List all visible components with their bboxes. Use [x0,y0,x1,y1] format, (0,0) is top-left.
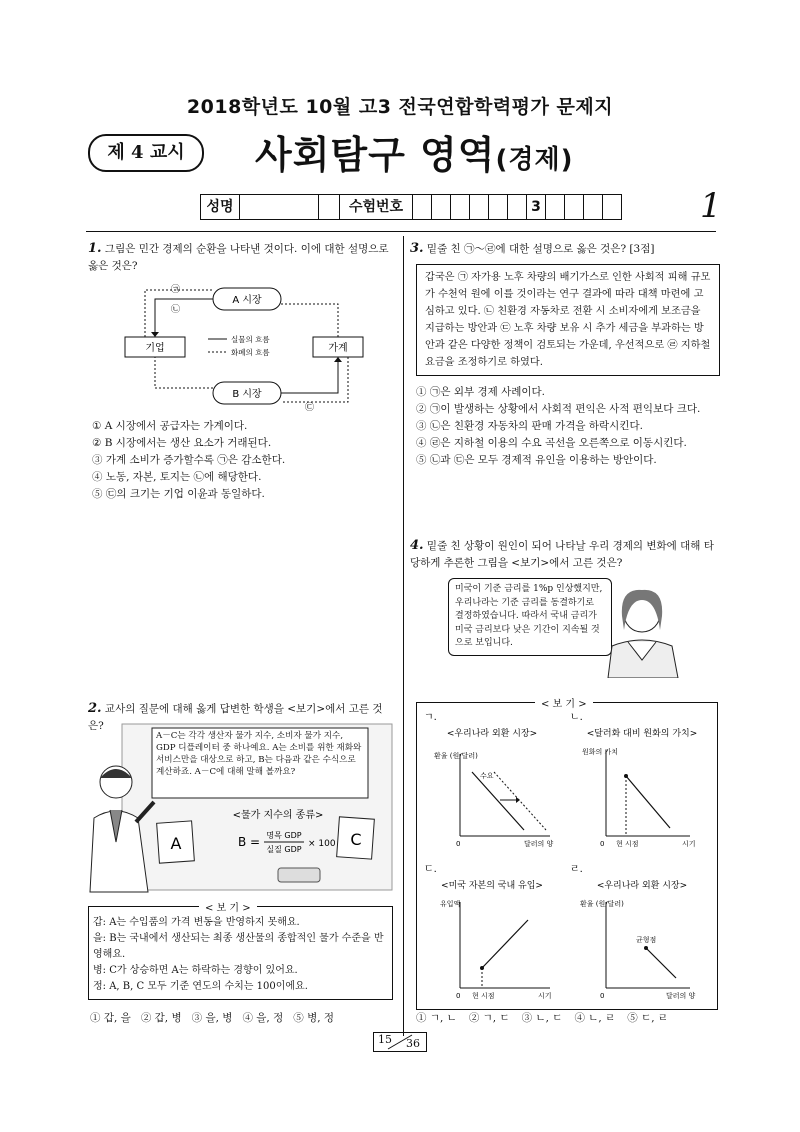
exam-no-cell[interactable] [565,195,584,219]
g4-x: 달러의 양 [666,992,696,1000]
subject-title [255,124,573,179]
q2-number: 2. [88,701,102,716]
q4-option[interactable]: ③ ㄴ, ㄷ [521,1012,563,1024]
q3-options [416,384,716,469]
q2-option[interactable]: ① 갑, 을 [90,1012,131,1024]
page-current: 15 [378,1033,392,1046]
q4-option[interactable]: ① ㄱ, ㄴ [416,1012,457,1024]
g1-curve-label: 수요 [480,772,494,780]
page-total: 36 [406,1037,420,1050]
teacher-bubble: A－C는 각각 생산자 물가 지수, 소비자 물가 지수, GDP 디플레이터 중 하나예요. A는 소비를 위한 재화와 서비스만을 대상으로 하고, B는 다음과 같은 수식으로 계산하죠. A－C에 대해 말해 볼까요? [156,731,362,777]
q2-option[interactable]: ② 갑, 병 [140,1012,182,1024]
g2-t: 현 시점 [616,840,639,848]
q4-option[interactable]: ④ ㄴ, ㄹ [574,1012,616,1024]
board-formula-b: B = [238,835,261,849]
q2-option[interactable]: ③ 을, 병 [191,1012,233,1024]
q3-number: 3. [410,241,424,256]
card-c-label: C [350,830,362,849]
bogi-item: 을: B는 국내에서 생산되는 최종 생산물의 종합적인 물가 수준을 반영해요. [93,933,384,960]
circular-flow-diagram [115,282,370,412]
q1-options [92,418,392,503]
g3-title: <미국 자본의 국내 유입> [441,881,543,891]
board-title: <물가 지수의 종류> [232,810,324,821]
q2-option[interactable]: ④ 을, 정 [242,1012,284,1024]
g1-label: ㄱ. [424,712,437,723]
exam-no-cell[interactable] [508,195,527,219]
mark-a: ㉠ [171,285,181,295]
page-number: 1 [700,186,722,226]
flow-real-top [155,299,213,337]
g1-y: 환율 (원/달러) [434,752,478,760]
market-a-label: A 시장 [232,295,262,306]
bogi-item: 정: A, B, C 모두 기준 연도의 수치는 100이에요. [93,981,308,992]
q4-number: 4. [410,538,424,553]
g4-zero: 0 [600,992,605,1000]
exam-no-label: 수험번호 [339,195,413,219]
exam-title: 2018학년도 10월 고3 전국연합학력평가 문제지 [186,96,614,118]
card-a-label: A [170,834,182,853]
q2-text: 교사의 질문에 대해 옳게 답변한 학생을 <보기>에서 고른 것은? [88,703,383,732]
name-field[interactable] [240,195,319,219]
q2-option[interactable]: ⑤ 병, 정 [293,1012,335,1024]
exam-no-cell[interactable] [584,195,603,219]
bogi-item: 갑: A는 수입품의 가격 변동을 반영하지 못해요. [93,917,300,928]
g3-t: 현 시점 [472,992,495,1000]
g1-x: 달러의 양 [524,840,554,848]
market-b-label: B 시장 [232,389,262,400]
q4-option[interactable]: ⑤ ㄷ, ㄹ [627,1012,669,1024]
q3-stem [410,240,716,258]
q3-option[interactable]: ① ㉠은 외부 경제 사례이다. [416,386,545,398]
q3-option[interactable]: ③ ㉡은 친환경 자동차의 판매 가격을 하락시킨다. [416,420,643,432]
board-numerator: 명목 GDP [266,831,302,840]
exam-no-cell[interactable] [470,195,489,219]
reporter-bubble: 미국이 기준 금리를 1%p 인상했지만, 우리나라는 기준 금리를 동결하기로 결정하였습니다. 따라서 국내 금리가 미국 금리보다 낮은 기간이 지속될 것으로 보입니다. [448,578,612,656]
id-row [200,194,622,220]
board-denominator: 실질 GDP [266,845,302,854]
g1-title: <우리나라 외환 시장> [446,729,538,739]
subject-name: 사회탐구 영역 [255,133,496,177]
subject-sub: (경제) [495,145,574,175]
exam-no-cell[interactable] [603,195,621,219]
header-divider [86,231,716,232]
q3-text: 밑줄 친 ㉠～㉣에 대한 설명으로 옳은 것은? [3점] [426,243,655,255]
flow-real-bottom [281,357,338,393]
q1-option[interactable]: ② B 시장에서는 생산 요소가 거래된다. [92,437,272,449]
bogi-item: 병: C가 상승하면 A는 하락하는 경향이 있어요. [93,965,298,976]
g3-line [482,920,528,968]
q4-option[interactable]: ② ㄱ, ㄷ [468,1012,510,1024]
q2-bogi-list [93,915,389,995]
g4-y: 환율 (원/달러) [580,900,624,908]
q1-text: 그림은 민간 경제의 순환을 나타낸 것이다. 이에 대한 설명으로 옳은 것은? [88,243,389,272]
q1-stem [88,240,393,275]
exam-no-digit: 3 [527,195,546,219]
q3-option[interactable]: ⑤ ㉡과 ㉢은 모두 경제적 유인을 이용하는 방안이다. [416,454,657,466]
g4-line [646,948,676,978]
g3-y: 유입액 [440,900,461,908]
g2-x: 시기 [682,840,696,848]
q2-options [90,1010,395,1025]
g3-x: 시기 [538,992,552,1000]
firm-label: 기업 [145,343,165,354]
q3-option[interactable]: ② ㉠이 발생하는 상황에서 사회적 편익은 사적 편익보다 크다. [416,403,701,415]
id-gap [319,195,339,219]
legend-money: 화폐의 흐름 [231,348,270,357]
name-label: 성명 [201,195,240,219]
q1-option[interactable]: ③ 가계 소비가 증가할수록 ㉠은 감소한다. [92,454,286,466]
q1-number: 1. [88,241,102,256]
g2-zero: 0 [600,840,605,848]
g4-title: <우리나라 외환 시장> [596,881,688,891]
exam-no-cell[interactable] [432,195,451,219]
flow-money-left [155,357,213,388]
reporter-illustration [598,580,698,678]
q3-option[interactable]: ④ ㉣은 지하철 이용의 수요 곡선을 오른쪽으로 이동시킨다. [416,437,687,449]
teacher-illustration [88,722,393,894]
household-label: 가계 [328,343,348,354]
exam-no-cell[interactable] [546,195,565,219]
q4-text: 밑줄 친 상황이 원인이 되어 나타날 우리 경제의 변화에 대해 타당하게 추론한 그림을 <보기>에서 고른 것은? [410,540,714,569]
g3-zero: 0 [456,992,461,1000]
page-counter [373,1032,427,1052]
q4-graphs [420,706,714,1006]
period-badge: 제 4 교시 [88,134,204,172]
g2-label: ㄴ. [570,712,583,723]
q1-option[interactable]: ④ 노동, 자본, 토지는 ㉡에 해당한다. [92,471,262,483]
g2-line [626,776,670,828]
q4-bogi-title: < 보 기 > [535,695,593,710]
q1-option[interactable]: ⑤ ㉢의 크기는 기업 이윤과 동일하다. [92,488,265,500]
exam-no-cell[interactable] [489,195,508,219]
g4-point: 균형점 [636,936,657,944]
mark-c: ㉢ [305,403,315,412]
q1-option[interactable]: ① A 시장에서 공급자는 가계이다. [92,420,248,432]
g2-title: <달러화 대비 원화의 가치> [586,729,698,739]
g1-zero: 0 [456,840,461,848]
exam-no-cell[interactable] [413,195,432,219]
g4-label: ㄹ. [570,864,583,875]
q3-passage: 갑국은 ㉠ 자가용 노후 차량의 배기가스로 인한 사회적 피해 규모가 수천억 원에 이를 것이라는 연구 결과에 따라 대책 마련에 고심하고 있다. ㉡ 친환경 자동차로 전환 시 소비자에게 보조금을 지급하는 방안과 ㉢ 노후 차량 보유 시 추가 세금을 부과하는 방안과 같은 다양한 정책이 검토되는 가운데, 우선적으로 ㉣ 지하철 요금을 조정하기로 하였다. [416,264,720,376]
board-times: × 100 [308,839,336,849]
g2-y: 원화의 가치 [582,748,619,756]
g1-shifted-curve [494,772,546,830]
legend-real: 실물의 흐름 [231,335,270,344]
q4-stem [410,537,716,572]
g3-label: ㄷ. [424,864,437,875]
mark-b: ㉡ [171,305,181,315]
q4-options [416,1010,716,1025]
column-divider [403,236,404,1036]
flow-money-right [281,304,338,337]
q2-bogi-title: < 보 기 > [199,899,257,914]
q2-bogi-box [88,903,393,1000]
eraser [278,868,320,882]
exam-no-cell[interactable] [451,195,470,219]
